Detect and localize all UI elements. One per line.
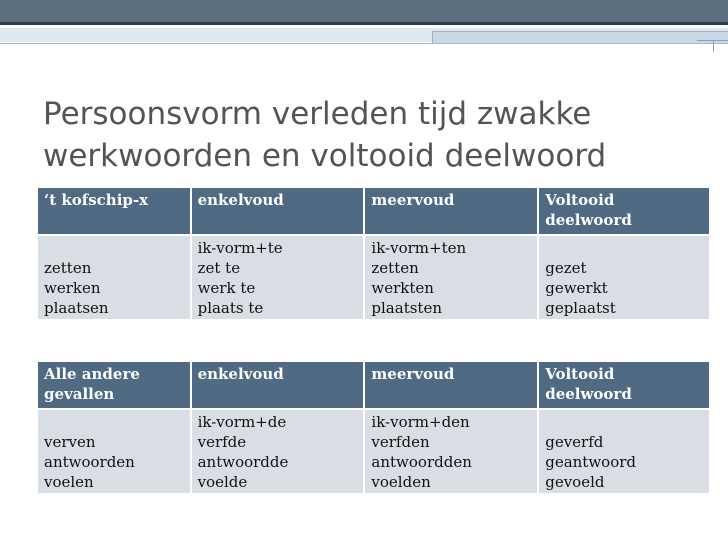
- form-meervoud: verfden: [371, 433, 430, 451]
- slide-title: [43, 93, 703, 177]
- cell-enkelvoud: [192, 236, 366, 319]
- infinitive: plaatsen: [44, 299, 109, 317]
- form-enkelvoud: voelde: [197, 473, 248, 491]
- table-kofschip: [38, 188, 709, 319]
- header-voltooid-deelwoord: Voltooid deelwoord: [539, 362, 709, 410]
- form-meervoud: antwoordden: [371, 453, 472, 471]
- header-category: Alle andere gevallen: [38, 362, 192, 410]
- header-enkelvoud: enkelvoud: [192, 362, 366, 410]
- form-meervoud: werkten: [371, 279, 434, 297]
- participle: gewerkt: [545, 279, 608, 297]
- rule-meervoud: ik-vorm+den: [371, 413, 470, 431]
- table-kofschip-body-row: [38, 236, 709, 319]
- infinitive: antwoorden: [44, 453, 135, 471]
- slide-title-line-2: werkwoorden en voltooid deelwoord: [43, 138, 607, 174]
- form-enkelvoud: werk te: [197, 279, 256, 297]
- header-enkelvoud: enkelvoud: [192, 188, 366, 236]
- participle: gezet: [545, 259, 587, 277]
- top-banner-line: [0, 22, 728, 25]
- table-andere-header-row: [38, 362, 709, 410]
- form-enkelvoud: verfde: [197, 433, 247, 451]
- form-meervoud: zetten: [371, 259, 419, 277]
- table-andere-gevallen: [38, 362, 709, 493]
- header-meervoud: meervoud: [365, 188, 539, 236]
- participle: geplaatst: [545, 299, 616, 317]
- accent-divider: [0, 43, 728, 44]
- participle: geverfd: [545, 433, 604, 451]
- rule-enkelvoud: ik-vorm+te: [197, 239, 283, 257]
- form-enkelvoud: plaats te: [197, 299, 264, 317]
- cell-voltooid-deelwoord: [539, 410, 709, 493]
- header-voltooid-deelwoord: Voltooid deelwoord: [539, 188, 709, 236]
- form-meervoud: voelden: [371, 473, 431, 491]
- form-enkelvoud: zet te: [197, 259, 241, 277]
- participle: geantwoord: [545, 453, 637, 471]
- cell-enkelvoud: [192, 410, 366, 493]
- participle: gevoeld: [545, 473, 605, 491]
- cell-infinitives: [38, 410, 192, 493]
- table-andere-body-row: [38, 410, 709, 493]
- cell-meervoud: [365, 410, 539, 493]
- infinitive: voelen: [44, 473, 94, 491]
- table-kofschip-header-row: [38, 188, 709, 236]
- header-meervoud: meervoud: [365, 362, 539, 410]
- infinitive: verven: [44, 433, 96, 451]
- cell-voltooid-deelwoord: [539, 236, 709, 319]
- top-banner: [0, 0, 728, 22]
- header-category: ‘t kofschip-x: [38, 188, 192, 236]
- infinitive: werken: [44, 279, 101, 297]
- corner-mark-vertical: [713, 40, 714, 52]
- rule-meervoud: ik-vorm+ten: [371, 239, 467, 257]
- form-enkelvoud: antwoordde: [197, 453, 289, 471]
- cell-infinitives: [38, 236, 192, 319]
- infinitive: zetten: [44, 259, 92, 277]
- rule-enkelvoud: ik-vorm+de: [197, 413, 287, 431]
- form-meervoud: plaatsten: [371, 299, 442, 317]
- cell-meervoud: [365, 236, 539, 319]
- slide-title-line-1: Persoonsvorm verleden tijd zwakke: [43, 96, 592, 132]
